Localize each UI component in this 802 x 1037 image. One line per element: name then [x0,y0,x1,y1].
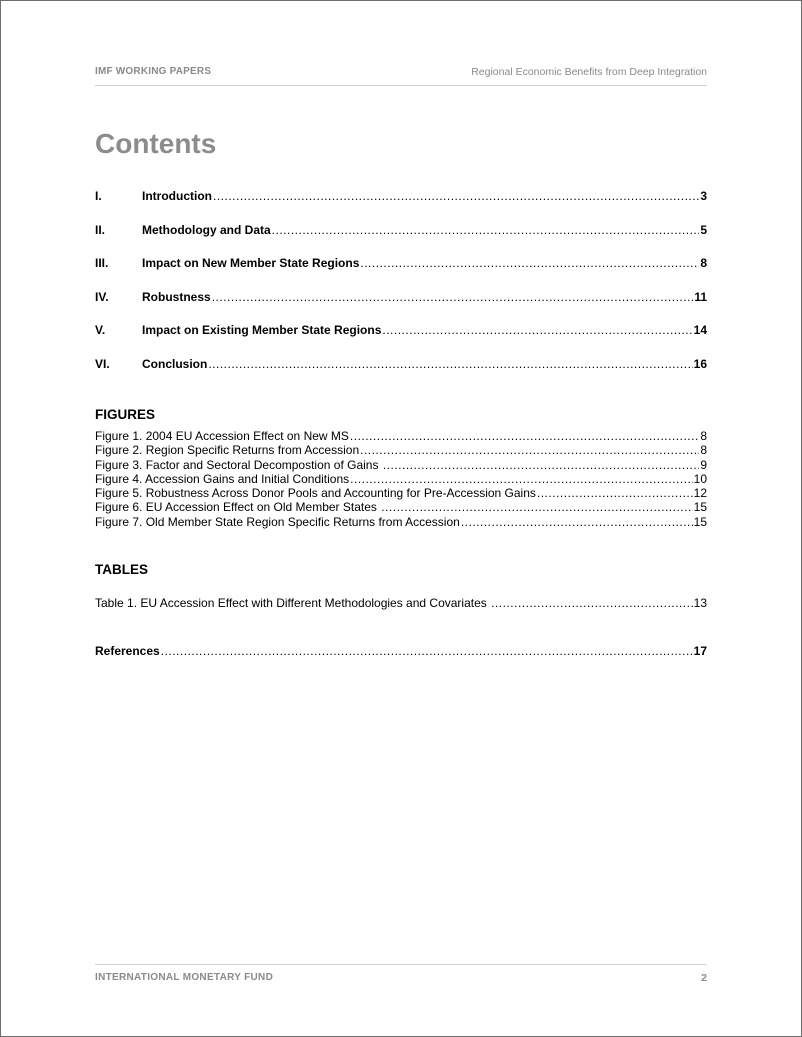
toc-page: 11 [694,289,707,304]
toc-title: Impact on New Member State Regions [142,256,360,271]
dot-leader [360,256,699,270]
references-section [95,644,707,658]
dot-leader [161,644,693,658]
references-title: References [95,644,160,658]
toc-page: 5 [700,222,707,237]
dot-leader [360,443,699,457]
table-page: 13 [693,596,707,610]
figure-title: Figure 4. Accession Gains and Initial Conditions [95,471,350,486]
figure-page: 8 [700,429,707,443]
toc-title: Methodology and Data [142,222,271,237]
toc-entry-methodology[interactable] [95,223,707,257]
publisher-name: INTERNATIONAL MONETARY FUND [95,972,274,983]
tables-heading: TABLES [95,562,148,577]
figure-entry[interactable] [95,443,707,457]
figure-page: 10 [693,471,707,486]
figure-title: Figure 6. EU Accession Effect on Old Member States [95,500,381,515]
toc-page: 8 [700,256,707,271]
toc-title: Robustness [142,289,211,304]
table-of-contents [95,189,707,391]
toc-page: 16 [693,356,707,371]
dot-leader [383,458,700,472]
toc-entry-new-member-impact[interactable] [95,256,707,290]
dot-leader [272,223,700,237]
references-page: 17 [693,644,707,658]
dot-leader [350,472,693,486]
references-entry[interactable] [95,644,707,658]
toc-number: IV. [95,289,109,304]
toc-entry-introduction[interactable] [95,189,707,223]
tables-list [95,596,707,610]
toc-number: V. [95,323,106,338]
figure-title: Figure 5. Robustness Across Donor Pools and Accounting for Pre-Accession Gains [95,486,536,501]
toc-number: I. [95,189,102,203]
figure-page: 9 [700,457,707,472]
toc-title: Introduction [142,189,212,203]
figure-title: Figure 1. 2004 EU Accession Effect on New MS [95,429,349,443]
figures-list [95,429,707,529]
dot-leader [213,189,699,203]
toc-entry-conclusion[interactable] [95,357,707,391]
running-header [95,66,707,86]
toc-number: II. [95,222,106,237]
figure-entry[interactable] [95,500,707,514]
toc-page: 14 [693,323,707,338]
figure-entry[interactable] [95,458,707,472]
toc-page: 3 [700,189,707,203]
dot-leader [381,500,692,514]
figure-title: Figure 3. Factor and Sectoral Decompostion of Gains [95,457,382,472]
dot-leader [537,486,693,500]
toc-entry-existing-member-impact[interactable] [95,323,707,357]
figure-page: 15 [693,500,707,515]
toc-title: Conclusion [142,356,208,371]
toc-title: Impact on Existing Member State Regions [142,323,382,338]
figure-entry[interactable] [95,429,707,443]
dot-leader [382,323,692,337]
table-entry[interactable] [95,596,707,610]
dot-leader [491,596,693,610]
figure-entry[interactable] [95,486,707,500]
toc-entry-robustness[interactable] [95,290,707,324]
figure-entry[interactable] [95,472,707,486]
dot-leader [461,515,693,529]
dot-leader [208,357,692,371]
running-footer [95,964,707,987]
toc-number: III. [95,256,109,271]
figure-title: Figure 7. Old Member State Region Specific Returns from Accession [95,514,460,529]
toc-number: VI. [95,356,110,371]
dot-leader [350,429,699,443]
figure-page: 8 [700,443,707,458]
figure-page: 15 [693,514,707,529]
figure-title: Figure 2. Region Specific Returns from Accession [95,443,360,458]
series-name: IMF WORKING PAPERS [95,66,212,77]
page-number: 2 [701,972,707,984]
figure-entry[interactable] [95,515,707,529]
figures-heading: FIGURES [95,407,156,422]
figure-page: 12 [693,486,707,501]
table-title: Table 1. EU Accession Effect with Different Methodologies and Covariates [95,596,491,610]
paper-title: Regional Economic Benefits from Deep Integration [471,66,707,78]
page-title: Contents [95,128,217,159]
dot-leader [212,290,694,304]
